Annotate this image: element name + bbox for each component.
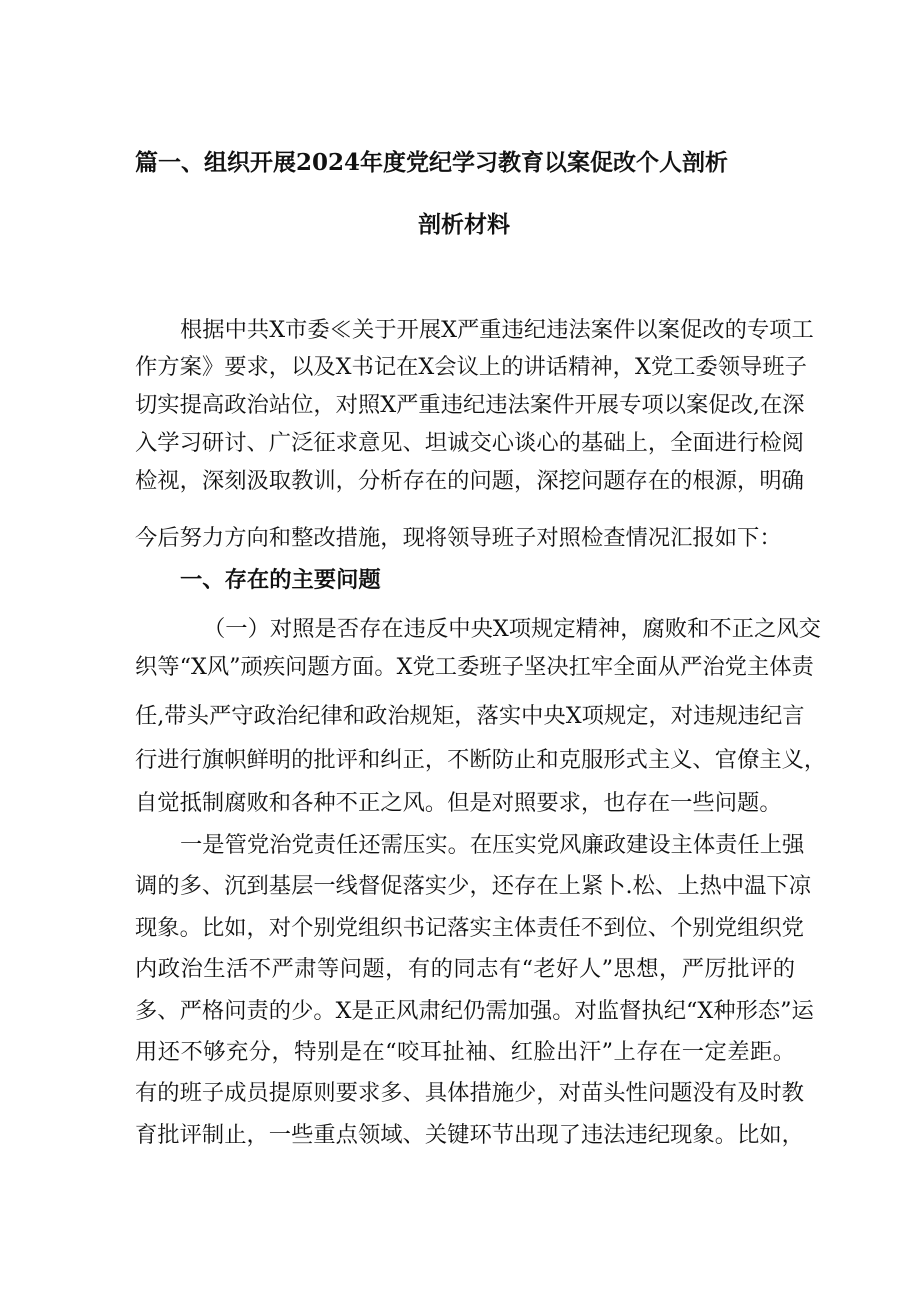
document-title-line-2: 剖析材料 bbox=[418, 211, 510, 238]
paragraph-1-line: 今后努力方向和整改措施，现将领导班子对照检查情况汇报如下： bbox=[135, 525, 782, 551]
paragraph-3-line: 调的多、沉到基层一线督促落实少，还存在上紧卜.松、上热中温下凉 bbox=[135, 873, 811, 899]
paragraph-3-line: 用还不够充分，特别是在“咬耳扯袖、红脸出汗”上存在一定差距。 bbox=[135, 1039, 795, 1065]
paragraph-2-line: （一）对照是否存在违反中央X项规定精神，腐败和不正之风交 bbox=[203, 616, 821, 642]
paragraph-1-line: 根据中共X市委≪关于开展X严重违纪违法案件以案促改的专项工 bbox=[180, 317, 814, 343]
paragraph-1-line: 检视，深刻汲取教训，分析存在的问题，深挖问题存在的根源，明确 bbox=[135, 468, 804, 494]
paragraph-3-line: 一是管党治党责任还需压实。在压实党风廉政建设主体责任上强 bbox=[180, 832, 805, 858]
paragraph-3-line: 多、严格问责的少。X是正风肃纪仍需加强。对监督执纪“X种形态”运 bbox=[135, 998, 814, 1024]
paragraph-2-line: 任,带头严守政治纪律和政治规矩，落实中央X项规定，对违规违纪言 bbox=[135, 703, 805, 729]
paragraph-2-line: 自觉抵制腐败和各种不正之风。但是对照要求，也存在一些问题。 bbox=[135, 790, 782, 816]
paragraph-1-line: 作方案》要求，以及X书记在X会议上的讲话精神，X党工委领导班子 bbox=[135, 354, 807, 380]
paragraph-2-line: 织等“X风”顽疾问题方面。X党工委班子坚决扛牢全面从严治党主体责 bbox=[135, 654, 814, 680]
paragraph-2-line: 行进行旗帜鲜明的批评和纠正，不断防止和克服形式主义、官僚主义， bbox=[135, 747, 827, 773]
paragraph-1-line: 入学习研讨、广泛征求意见、坦诚交心谈心的基础上，全面进行检阅 bbox=[135, 430, 804, 456]
paragraph-3-line: 育批评制止，一些重点领域、关键环节出现了违法违纪现象。比如， bbox=[135, 1122, 804, 1148]
section-heading: 一、存在的主要问题 bbox=[180, 567, 381, 593]
paragraph-3-line: 有的班子成员提原则要求多、具体措施少，对苗头性问题没有及时教 bbox=[135, 1080, 804, 1106]
paragraph-1-line: 切实提高政治站位，对照X严重违纪违法案件开展专项以案促改,在深 bbox=[135, 392, 805, 418]
paragraph-3-line: 现象。比如，对个别党组织书记落实主体责任不到位、个别党组织党 bbox=[135, 915, 804, 941]
document-title-line-1: 篇一、组织开展2024年度党纪学习教育以案促改个人剖析 bbox=[135, 149, 729, 176]
paragraph-3-line: 内政治生活不严肃等问题，有的同志有“老好人”思想，严厉批评的 bbox=[135, 956, 795, 982]
